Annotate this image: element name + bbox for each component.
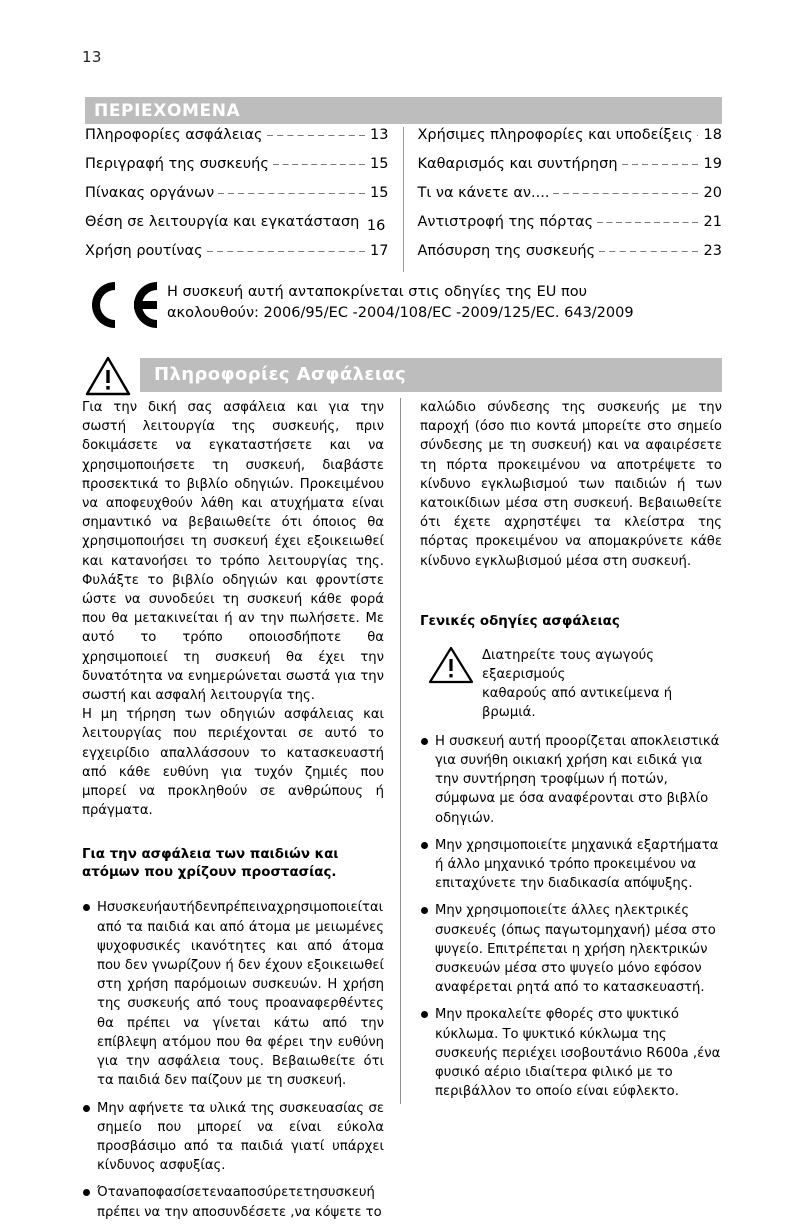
toc-entry[interactable]: [85, 156, 389, 185]
warning-triangle-icon: [85, 356, 131, 396]
list-item: Μην χρησιμοποιείτε άλλες ηλεκτρικές συσκευές (όπως παγωτομηχανή) μέσα στο ψυγείο. Επιτρέπεται η χρήση ηλεκτρικών συσκευών μέσα στο ψυγείο μόνο εφόσον αναφέρεται ρητά από το κατασκευαστή.: [420, 901, 722, 997]
toc-entry[interactable]: [85, 185, 389, 214]
warning-line-1: Διατηρείτε τους αγωγούς εξαερισμούς: [482, 647, 655, 682]
toc-leader-dots: [599, 251, 698, 252]
toc-entry-label: Καθαρισμός και συντήρηση: [417, 156, 618, 172]
spacer: [420, 597, 722, 613]
ce-mark-icon: [85, 276, 163, 334]
spacer: [82, 820, 384, 846]
toc-entry-label: Πίνακας οργάνων: [85, 185, 215, 201]
safety-header-bar: [140, 358, 722, 392]
left-subheading: Για την ασφάλεια των παιδιών και ατόμων που χρίζουν προστασίας.: [82, 847, 339, 881]
toc-entry-page: 20: [703, 185, 722, 201]
warning-line-2: καθαρούς από αντικείμενα ή βρωμιά.: [482, 685, 673, 720]
toc-entry[interactable]: [418, 127, 723, 156]
toc-entry-page: 15: [370, 156, 389, 172]
list-item: Η συσκευή αυτή προορίζεται αποκλειστικά για συνήθη οικιακή χρήση και ειδικά για την συντήρηση τροφίμων ή ποτών, σύμφωνα με όσα αναφέρονται στο βιβλίο οδηγιών.: [420, 732, 722, 828]
two-column-body: [82, 398, 722, 1220]
list-item: Μην αφήνετε τα υλικά της συσκευασίας σε σημείο που μπορεί να είναι εύκολα προσβάσιμο από τα παιδιά γιατί υπάρχει κίνδυνος ασφυξίας.: [82, 1099, 384, 1176]
toc-entry[interactable]: [418, 185, 723, 214]
ce-line-1: Η συσκευή αυτή ανταποκρίνεται στις οδηγίες της EU που: [167, 284, 588, 300]
list-item: Μην προκαλείτε φθορές στο ψυκτικό κύκλωμα. Το ψυκτικό κύκλωμα της συσκευής περιέχει ισοβουτάνιο R600a ,ένα φυσικό αέριο ιδιαίτερα φιλικό με το περιβάλλον το οποίο είναι εύφλεκτο.: [420, 1005, 722, 1101]
toc-entry-label: Χρήσιμες πληροφορίες και υποδείξεις: [417, 127, 693, 143]
toc-entry[interactable]: [418, 243, 723, 272]
toc-leader-dots: [597, 222, 698, 223]
toc-entry-page: 18: [703, 127, 722, 143]
safety-section-header: [85, 358, 722, 392]
ventilation-warning-note: [428, 646, 722, 722]
ce-line-2: ακολουθούν: 2006/95/EC -2004/108/EC -2009/125/EC. 643/2009: [167, 305, 634, 321]
toc-leader-dots: [273, 164, 365, 165]
toc-entry-page: 15: [370, 185, 389, 201]
spacer: [420, 571, 722, 597]
toc-entry-label: Απόσυρση της συσκευής: [417, 243, 596, 259]
left-paragraph-1: Για την δική σας ασφάλεια και για την σωστή λειτουργία της συσκευής, πριν δοκιμάσετε να εγκαταστήσετε και να χρησιμοποιήσετε τη συσκευή, διαβάστε προσεκτικά το βιβλίο οδηγιών. Προκειμένου να αποφευχθούν λάθη και ατυχήματα είναι σημαντικό να βεβαιωθείτε ότι όποιος θα χρησιμοποιήσει τη συσκευή έχει εξοικειωθεί και κατανοήσει το τρόπο λειτουργίας της. Φυλάξτε το βιβλίο οδηγιών και φροντίστε ώστε να συνοδεύει τη συσκευή κάθε φορά που θα μετακινείται ή αν την πωλήσετε. Με αυτό το τρόπο οποιοσδήποτε θα χρησιμοποιεί τη συσκευή θα έχει την δυνατότητα να ενημερώνεται σωστά για την σωστή και ασφαλή λειτουργία της.: [82, 400, 384, 704]
warning-triangle-icon: [428, 646, 474, 684]
left-bullet-list: [82, 898, 384, 1221]
toc-entry-page: 19: [703, 156, 722, 172]
toc-entry-label: Πληροφορίες ασφάλειας: [85, 127, 263, 143]
list-item: Μην χρησιμοποιείτε μηχανικά εξαρτήματα ή άλλο μηχανικό τρόπο προκειμένου να επιταχύνετε την διαδικασία απόψυξης.: [420, 836, 722, 894]
toc-header-title: ΠΕΡΙΕΧΟΜΕΝΑ: [94, 101, 241, 121]
right-paragraph-1: καλώδιο σύνδεσης της συσκευής με την παροχή (όσο πιο κοντά μπορείτε στο σημείο σύνδεσης με τη συσκευή) και να αφαιρέσετε τη πόρτα προκειμένου να αποτρέψετε το κίνδυνο εγκλωβισμού των παιδιών ή των κατοικίδιων μέσα στη συσκευή. Βεβαιωθείτε ότι έχετε αχρηστέψει τα κλείστρα της πόρτας προκειμένου να απομακρύνετε κάθε κίνδυνο εγκλωβισμού μέσα στη συσκευή.: [420, 400, 722, 569]
toc-entry[interactable]: [418, 156, 723, 185]
toc-entry-label: Χρήση ρουτίνας: [85, 243, 203, 259]
toc-leader-dots: [697, 135, 698, 136]
toc-entry-label: Τι να κάνετε αν....: [417, 185, 550, 201]
spacer: [82, 882, 384, 898]
list-item: Ότανaποφασίσετεναaποσύρετετησυσκευή πρέπει να την αποσυνδέσετε ,να κόψετε το: [82, 1183, 384, 1221]
ce-declaration: [85, 274, 735, 334]
toc-entry-label: Θέση σε λειτουργία και εγκατάσταση: [85, 214, 360, 230]
toc-column-left: [85, 127, 404, 272]
left-paragraph-2: Η μη τήρηση των οδηγιών ασφάλειας και λειτουργίας που περιέχονται σε αυτό το εγχειρίδιο απαλλάσσουν το κατασκευαστή από κάθε ευθύνη για τυχόν ζημιές που μπορεί να προκληθούν σε ανθρώπους ή πράγματα.: [82, 707, 384, 819]
table-of-contents: [85, 97, 722, 272]
toc-entry-page: 21: [703, 214, 722, 230]
toc-leader-dots: [207, 251, 365, 252]
column-divider: [400, 398, 401, 1104]
toc-entry-label: Αντιστροφή της πόρτας: [417, 214, 594, 230]
toc-entry[interactable]: [418, 214, 723, 243]
ce-declaration-text: [163, 274, 735, 324]
toc-leader-dots: [267, 135, 365, 136]
safety-header-title: Πληροφορίες Ασφάλειας: [154, 364, 407, 385]
list-item: Ησυσκευήαυτήδενπρέπειναχρησιμοποιείται από τα παιδιά και από άτομα με μειωμένες ψυχοφυσικές ικανότητες και από άτομα που δεν γνωρίζουν ή δεν έχουν εξοικειωθεί στη χρήση παρόμοιων συσκευών. Η χρήση της συσκευής από τους προαναφερθέντες θα πρέπει να γίνεται κάτω από την επίβλεψη ατόμου που θα φέρει την ευθύνη για την ασφάλεια τους. Βεβαιωθείτε ότι τα παιδιά δεν παίζουν με τη συσκευή.: [82, 898, 384, 1090]
toc-entry[interactable]: [85, 243, 389, 272]
toc-leader-dots: [553, 193, 698, 194]
body-column-right: [420, 398, 722, 1109]
toc-leader-dots: [622, 164, 698, 165]
right-subheading: Γενικές οδηγίες ασφάλειας: [420, 613, 620, 629]
toc-header-bar: [85, 97, 722, 124]
toc-entry-label: Περιγραφή της συσκευής: [85, 156, 269, 172]
toc-entry-page: 16: [366, 218, 386, 234]
toc-entry-page: 23: [703, 243, 722, 259]
toc-entry-page: 13: [370, 127, 389, 143]
body-column-left: [82, 398, 384, 1230]
page-number: 13: [82, 48, 102, 66]
toc-entry-page: 17: [370, 243, 389, 259]
spacer: [420, 631, 722, 640]
right-bullet-list: [420, 732, 722, 1102]
toc-entry[interactable]: [85, 214, 389, 243]
toc-column-right: [404, 127, 723, 272]
toc-entry[interactable]: [85, 127, 389, 156]
toc-leader-dots: [218, 193, 364, 194]
toc-body: [85, 127, 722, 272]
